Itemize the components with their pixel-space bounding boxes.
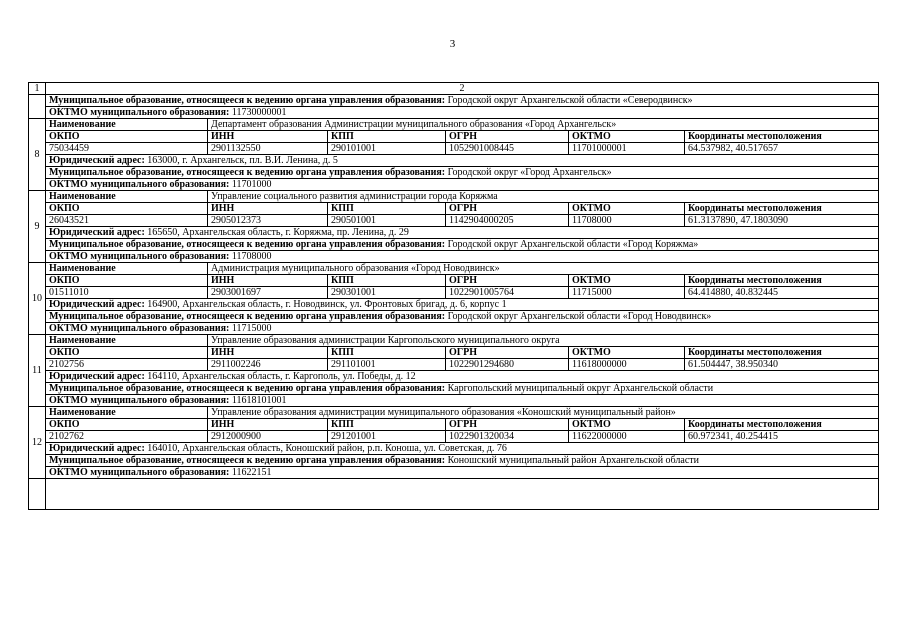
mun-value: Городской округ «Город Архангельск»: [447, 167, 612, 178]
name-label: Наименование: [46, 191, 208, 203]
okpo-value: 2102762: [46, 431, 208, 443]
kpp-value: 291101001: [328, 359, 446, 371]
entry-codes-header-row: [29, 131, 879, 143]
address-label: Юридический адрес:: [49, 443, 145, 454]
mun-value: Каргопольский муниципальный округ Архангельской области: [447, 383, 714, 394]
oktmo-mun-value: 11701000: [231, 179, 272, 190]
header-col-1: 1: [29, 83, 46, 95]
kpp-label: КПП: [328, 203, 446, 215]
kpp-value: 290101001: [328, 143, 446, 155]
coords-value: 60.972341, 40.254415: [685, 431, 879, 443]
entry-codes-value-row: [29, 431, 879, 443]
oktmo-mun-value: 11622151: [231, 467, 272, 478]
inn-label: ИНН: [208, 347, 328, 359]
entry-mun-row: [29, 311, 879, 323]
coords-label: Координаты местоположения: [685, 347, 879, 359]
oktmo-mun-label: ОКТМО муниципального образования:: [49, 467, 230, 478]
entry-codes-header-row: [29, 347, 879, 359]
entry-mun-row: [29, 239, 879, 251]
oktmo-value: 11618000000: [569, 359, 685, 371]
oktmo-mun: [46, 251, 879, 263]
oktmo-mun-label: ОКТМО муниципального образования:: [49, 323, 230, 334]
name-label: Наименование: [46, 263, 208, 275]
ogrn-value: 1052901008445: [446, 143, 569, 155]
entry-number: 12: [29, 407, 46, 479]
table-body: [29, 83, 879, 510]
mun-value: Коношский муниципальный район Архангельской области: [447, 455, 699, 466]
okpo-value: 01511010: [46, 287, 208, 299]
oktmo-value: 11708000: [569, 215, 685, 227]
oktmo-label: ОКТМО: [569, 347, 685, 359]
entry-codes-value-row: [29, 215, 879, 227]
entry-name-row: [29, 335, 879, 347]
coords-value: 64.537982, 40.517657: [685, 143, 879, 155]
inn-label: ИНН: [208, 275, 328, 287]
trailing-empty-row: [29, 479, 879, 510]
address-value: 164010, Архангельская область, Коношский район, р.п. Коноша, ул. Советская, д. 76: [147, 443, 507, 454]
entry-name-row: [29, 263, 879, 275]
entry-codes-header-row: [29, 203, 879, 215]
okpo-value: 26043521: [46, 215, 208, 227]
address-label: Юридический адрес:: [49, 299, 145, 310]
mun-label: Муниципальное образование, относящееся к ведению органа управления образования:: [49, 455, 446, 466]
okpo-value: 75034459: [46, 143, 208, 155]
mun-label: Муниципальное образование, относящееся к ведению органа управления образования:: [49, 167, 446, 178]
oktmo-mun: [46, 467, 879, 479]
oktmo-mun: [46, 179, 879, 191]
entry-mun-row: [29, 455, 879, 467]
mun: [46, 239, 879, 251]
address-label: Юридический адрес:: [49, 371, 145, 382]
entry-mun-row: [29, 383, 879, 395]
entry-number: 10: [29, 263, 46, 335]
oktmo-label: ОКТМО: [569, 131, 685, 143]
address: [46, 227, 879, 239]
inn-value: 2905012373: [208, 215, 328, 227]
entry-name-row: [29, 407, 879, 419]
oktmo-label: ОКТМО: [569, 419, 685, 431]
ogrn-value: 1022901005764: [446, 287, 569, 299]
entry-oktmo-mun-row: [29, 323, 879, 335]
oktmo-mun-label: ОКТМО муниципального образования:: [49, 251, 230, 262]
oktmo-value: 11715000: [569, 287, 685, 299]
intro-mun-cell: [46, 95, 879, 107]
entry-name: Управление образования администрации муниципального образования «Коношский муниципальный район»: [208, 407, 879, 419]
ogrn-value: 1022901320034: [446, 431, 569, 443]
oktmo-value: 11622000000: [569, 431, 685, 443]
mun: [46, 167, 879, 179]
oktmo-mun-value: 11618101001: [231, 395, 287, 406]
inn-value: 2911002246: [208, 359, 328, 371]
entry-address-row: [29, 299, 879, 311]
intro-oktmo-row: [29, 107, 879, 119]
ogrn-label: ОГРН: [446, 203, 569, 215]
address-value: 165650, Архангельская область, г. Коряжма, пр. Ленина, д. 29: [147, 227, 409, 238]
intro-number-cell: [29, 95, 46, 119]
mun-label: Муниципальное образование, относящееся к ведению органа управления образования:: [49, 239, 446, 250]
inn-label: ИНН: [208, 203, 328, 215]
organizations-table: [28, 82, 879, 510]
mun: [46, 311, 879, 323]
coords-label: Координаты местоположения: [685, 203, 879, 215]
entry-number: 11: [29, 335, 46, 407]
entry-name: Управление образования администрации Каргопольского муниципального округа: [208, 335, 879, 347]
ogrn-value: 1142904000205: [446, 215, 569, 227]
coords-label: Координаты местоположения: [685, 419, 879, 431]
inn-label: ИНН: [208, 419, 328, 431]
mun-label: Муниципальное образование, относящееся к ведению органа управления образования:: [49, 95, 446, 106]
address: [46, 155, 879, 167]
okpo-value: 2102756: [46, 359, 208, 371]
oktmo-mun-label: ОКТМО муниципального образования:: [49, 107, 230, 118]
address-value: 164900, Архангельская область, г. Новодвинск, ул. Фронтовых бригад, д. 6, корпус 1: [147, 299, 507, 310]
mun-label: Муниципальное образование, относящееся к ведению органа управления образования:: [49, 311, 446, 322]
oktmo-mun-value: 11708000: [231, 251, 272, 262]
entry-name: Департамент образования Администрации муниципального образования «Город Архангельск»: [208, 119, 879, 131]
entry-codes-value-row: [29, 287, 879, 299]
intro-oktmo-cell: [46, 107, 879, 119]
address-label: Юридический адрес:: [49, 155, 145, 166]
mun-value: Городской округ Архангельской области «Город Коряжма»: [447, 239, 699, 250]
entry-codes-value-row: [29, 359, 879, 371]
address-label: Юридический адрес:: [49, 227, 145, 238]
entry-codes-header-row: [29, 275, 879, 287]
oktmo-mun-label: ОКТМО муниципального образования:: [49, 179, 230, 190]
address: [46, 443, 879, 455]
name-label: Наименование: [46, 407, 208, 419]
coords-value: 64.414880, 40.832445: [685, 287, 879, 299]
address-value: 163000, г. Архангельск, пл. В.И. Ленина, д. 5: [147, 155, 338, 166]
mun: [46, 455, 879, 467]
kpp-label: КПП: [328, 275, 446, 287]
okpo-label: ОКПО: [46, 347, 208, 359]
okpo-label: ОКПО: [46, 203, 208, 215]
inn-value: 2901132550: [208, 143, 328, 155]
intro-mun-row: [29, 95, 879, 107]
kpp-value: 290501001: [328, 215, 446, 227]
oktmo-mun-value: 11715000: [231, 323, 272, 334]
kpp-value: 291201001: [328, 431, 446, 443]
inn-value: 2903001697: [208, 287, 328, 299]
oktmo-mun: [46, 395, 879, 407]
oktmo-label: ОКТМО: [569, 275, 685, 287]
ogrn-label: ОГРН: [446, 419, 569, 431]
entry-address-row: [29, 443, 879, 455]
kpp-value: 290301001: [328, 287, 446, 299]
entry-codes-value-row: [29, 143, 879, 155]
entry-name: Администрация муниципального образования «Город Новодвинск»: [208, 263, 879, 275]
trailing-number-cell: [29, 479, 46, 510]
ogrn-label: ОГРН: [446, 347, 569, 359]
entry-name-row: [29, 119, 879, 131]
entry-oktmo-mun-row: [29, 179, 879, 191]
entry-address-row: [29, 371, 879, 383]
page-number: 3: [449, 38, 456, 50]
coords-value: 61.504447, 38.950340: [685, 359, 879, 371]
entry-name-row: [29, 191, 879, 203]
entry-number: 8: [29, 119, 46, 191]
okpo-label: ОКПО: [46, 131, 208, 143]
ogrn-value: 1022901294680: [446, 359, 569, 371]
oktmo-mun-label: ОКТМО муниципального образования:: [49, 395, 230, 406]
mun-value: Городской округ Архангельской области «Северодвинск»: [447, 95, 693, 106]
mun-value: Городской округ Архангельской области «Город Новодвинск»: [447, 311, 712, 322]
entry-address-row: [29, 227, 879, 239]
trailing-empty-cell: [46, 479, 879, 510]
oktmo-value: 11701000001: [569, 143, 685, 155]
entry-oktmo-mun-row: [29, 467, 879, 479]
kpp-label: КПП: [328, 419, 446, 431]
entry-address-row: [29, 155, 879, 167]
mun-label: Муниципальное образование, относящееся к ведению органа управления образования:: [49, 383, 446, 394]
address-value: 164110, Архангельская область, г. Каргополь, ул. Победы, д. 12: [147, 371, 416, 382]
kpp-label: КПП: [328, 347, 446, 359]
entry-oktmo-mun-row: [29, 395, 879, 407]
kpp-label: КПП: [328, 131, 446, 143]
okpo-label: ОКПО: [46, 275, 208, 287]
header-col-2: 2: [46, 83, 879, 95]
inn-value: 2912000900: [208, 431, 328, 443]
coords-label: Координаты местоположения: [685, 131, 879, 143]
entry-oktmo-mun-row: [29, 251, 879, 263]
entry-codes-header-row: [29, 419, 879, 431]
ogrn-label: ОГРН: [446, 275, 569, 287]
coords-value: 61.3137890, 47.1803090: [685, 215, 879, 227]
address: [46, 371, 879, 383]
okpo-label: ОКПО: [46, 419, 208, 431]
ogrn-label: ОГРН: [446, 131, 569, 143]
inn-label: ИНН: [208, 131, 328, 143]
address: [46, 299, 879, 311]
name-label: Наименование: [46, 335, 208, 347]
entry-mun-row: [29, 167, 879, 179]
name-label: Наименование: [46, 119, 208, 131]
mun: [46, 383, 879, 395]
entry-name: Управление социального развития администрации города Коряжма: [208, 191, 879, 203]
header-row: [29, 83, 879, 95]
coords-label: Координаты местоположения: [685, 275, 879, 287]
entry-number: 9: [29, 191, 46, 263]
oktmo-label: ОКТМО: [569, 203, 685, 215]
oktmo-mun: [46, 323, 879, 335]
oktmo-mun-value: 11730000001: [231, 107, 287, 118]
